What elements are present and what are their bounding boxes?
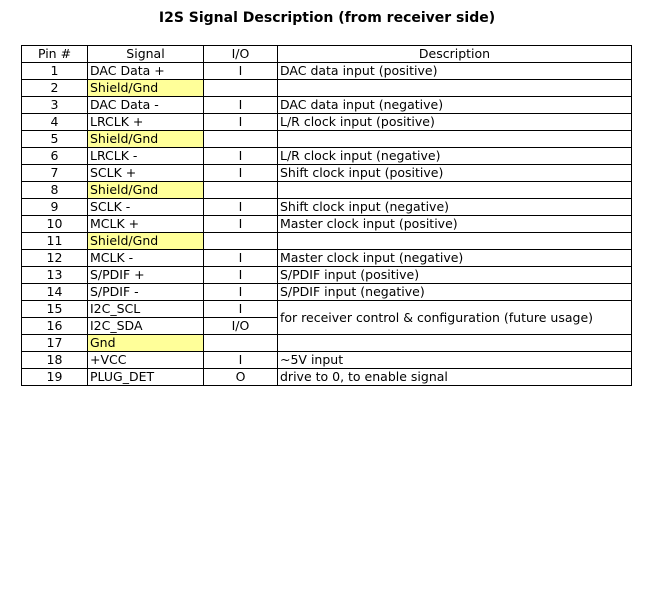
- table-row: [22, 352, 632, 369]
- pin-cell: 10: [22, 216, 88, 233]
- table-row: [22, 301, 632, 318]
- signal-cell: Shield/Gnd: [88, 182, 204, 199]
- signal-cell: SCLK +: [88, 165, 204, 182]
- signal-cell: I2C_SCL: [88, 301, 204, 318]
- io-cell: [204, 233, 278, 250]
- table-row: [22, 148, 632, 165]
- description-cell: [278, 335, 632, 352]
- table-row: [22, 216, 632, 233]
- table-row: [22, 80, 632, 97]
- signal-cell: MCLK +: [88, 216, 204, 233]
- pin-cell: 2: [22, 80, 88, 97]
- io-cell: [204, 182, 278, 199]
- description-cell: DAC data input (positive): [278, 63, 632, 80]
- description-cell: [278, 233, 632, 250]
- pin-cell: 3: [22, 97, 88, 114]
- description-cell: L/R clock input (positive): [278, 114, 632, 131]
- table-row: [22, 182, 632, 199]
- description-cell: for receiver control & configuration (future usage): [278, 301, 632, 335]
- pin-cell: 11: [22, 233, 88, 250]
- description-cell: S/PDIF input (negative): [278, 284, 632, 301]
- pin-cell: 9: [22, 199, 88, 216]
- io-cell: I: [204, 267, 278, 284]
- pin-cell: 12: [22, 250, 88, 267]
- description-cell: [278, 182, 632, 199]
- io-cell: [204, 80, 278, 97]
- signal-cell: Shield/Gnd: [88, 80, 204, 97]
- signal-cell: I2C_SDA: [88, 318, 204, 335]
- description-cell: Master clock input (negative): [278, 250, 632, 267]
- io-cell: I/O: [204, 318, 278, 335]
- description-cell: ~5V input: [278, 352, 632, 369]
- io-cell: [204, 335, 278, 352]
- io-cell: O: [204, 369, 278, 386]
- table-row: [22, 267, 632, 284]
- io-cell: I: [204, 250, 278, 267]
- pin-cell: 15: [22, 301, 88, 318]
- pin-cell: 14: [22, 284, 88, 301]
- pin-cell: 5: [22, 131, 88, 148]
- pin-cell: 7: [22, 165, 88, 182]
- description-cell: DAC data input (negative): [278, 97, 632, 114]
- signal-cell: +VCC: [88, 352, 204, 369]
- signal-cell: Shield/Gnd: [88, 131, 204, 148]
- table-row: [22, 233, 632, 250]
- pin-cell: 16: [22, 318, 88, 335]
- description-cell: [278, 131, 632, 148]
- header-io: I/O: [204, 46, 278, 63]
- table-row: [22, 335, 632, 352]
- table-row: [22, 165, 632, 182]
- io-cell: I: [204, 63, 278, 80]
- description-cell: Shift clock input (positive): [278, 165, 632, 182]
- pin-cell: 13: [22, 267, 88, 284]
- pin-cell: 19: [22, 369, 88, 386]
- header-pin: Pin #: [22, 46, 88, 63]
- table-row: [22, 114, 632, 131]
- pin-cell: 4: [22, 114, 88, 131]
- signal-cell: DAC Data +: [88, 63, 204, 80]
- table-row: [22, 250, 632, 267]
- signal-cell: Shield/Gnd: [88, 233, 204, 250]
- table-row: [22, 369, 632, 386]
- io-cell: I: [204, 199, 278, 216]
- io-cell: I: [204, 216, 278, 233]
- table-header-row: [22, 46, 632, 63]
- description-cell: drive to 0, to enable signal: [278, 369, 632, 386]
- io-cell: I: [204, 97, 278, 114]
- signal-cell: SCLK -: [88, 199, 204, 216]
- table-row: [22, 199, 632, 216]
- signal-cell: LRCLK -: [88, 148, 204, 165]
- io-cell: I: [204, 284, 278, 301]
- description-cell: L/R clock input (negative): [278, 148, 632, 165]
- description-cell: [278, 80, 632, 97]
- signal-table: [21, 45, 632, 386]
- signal-cell: LRCLK +: [88, 114, 204, 131]
- signal-cell: Gnd: [88, 335, 204, 352]
- table-row: [22, 131, 632, 148]
- description-cell: Master clock input (positive): [278, 216, 632, 233]
- signal-cell: MCLK -: [88, 250, 204, 267]
- signal-cell: DAC Data -: [88, 97, 204, 114]
- io-cell: I: [204, 148, 278, 165]
- page-title: I2S Signal Description (from receiver side): [158, 10, 496, 26]
- header-description: Description: [278, 46, 632, 63]
- pin-cell: 1: [22, 63, 88, 80]
- table-row: [22, 63, 632, 80]
- pin-cell: 18: [22, 352, 88, 369]
- io-cell: I: [204, 352, 278, 369]
- signal-cell: S/PDIF -: [88, 284, 204, 301]
- pin-cell: 8: [22, 182, 88, 199]
- io-cell: [204, 131, 278, 148]
- io-cell: I: [204, 165, 278, 182]
- signal-cell: S/PDIF +: [88, 267, 204, 284]
- description-cell: Shift clock input (negative): [278, 199, 632, 216]
- table-row: [22, 97, 632, 114]
- header-signal: Signal: [88, 46, 204, 63]
- io-cell: I: [204, 301, 278, 318]
- description-cell: S/PDIF input (positive): [278, 267, 632, 284]
- signal-cell: PLUG_DET: [88, 369, 204, 386]
- io-cell: I: [204, 114, 278, 131]
- pin-cell: 6: [22, 148, 88, 165]
- pin-cell: 17: [22, 335, 88, 352]
- table-row: [22, 284, 632, 301]
